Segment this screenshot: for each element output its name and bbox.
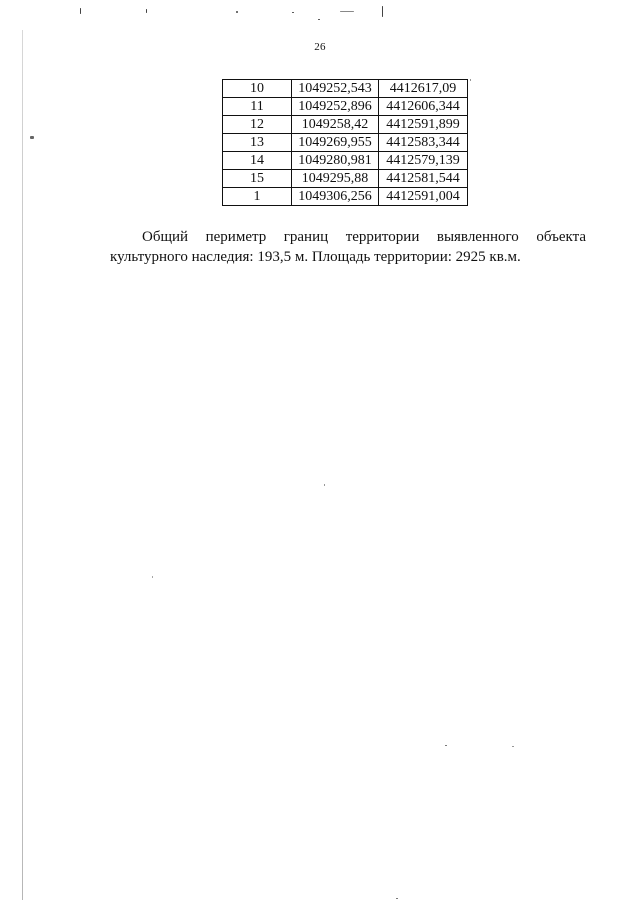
- table-row: [223, 116, 468, 134]
- scan-speck: [324, 484, 325, 486]
- y-coordinate-cell: 4412606,344: [379, 98, 468, 116]
- scan-speck: [470, 79, 471, 81]
- summary-word: границ: [283, 229, 329, 245]
- scan-speck: [152, 576, 153, 578]
- scan-speck: [30, 136, 34, 139]
- scan-speck: [512, 746, 514, 747]
- coordinates-table-body: [223, 80, 468, 206]
- point-number-cell: 13: [223, 134, 292, 152]
- table-row: [223, 188, 468, 206]
- x-coordinate-cell: 1049295,88: [292, 170, 379, 188]
- scan-speck: [146, 9, 147, 13]
- table-row: [223, 152, 468, 170]
- y-coordinate-cell: 4412581,544: [379, 170, 468, 188]
- scan-edge-line: [22, 30, 23, 900]
- x-coordinate-cell: 1049252,896: [292, 98, 379, 116]
- summary-word: периметр: [205, 229, 267, 245]
- x-coordinate-cell: 1049269,955: [292, 134, 379, 152]
- page-number: 26: [314, 41, 326, 53]
- scan-speck: [340, 11, 354, 12]
- coordinates-table: [222, 79, 468, 206]
- scan-speck: [80, 8, 81, 14]
- summary-word: Общий: [142, 229, 189, 245]
- scan-speck: [318, 19, 320, 20]
- table-row: [223, 80, 468, 98]
- scan-speck: [236, 11, 238, 13]
- x-coordinate-cell: 1049306,256: [292, 188, 379, 206]
- y-coordinate-cell: 4412591,899: [379, 116, 468, 134]
- point-number-cell: 10: [223, 80, 292, 98]
- point-number-cell: 12: [223, 116, 292, 134]
- summary-line-1: [110, 227, 586, 247]
- table-row: [223, 134, 468, 152]
- summary-word: объекта: [536, 229, 586, 245]
- summary-word: территории: [345, 229, 420, 245]
- point-number-cell: 1: [223, 188, 292, 206]
- x-coordinate-cell: 1049258,42: [292, 116, 379, 134]
- y-coordinate-cell: 4412617,09: [379, 80, 468, 98]
- scan-speck: [396, 898, 398, 899]
- summary-word: выявленного: [436, 229, 519, 245]
- y-coordinate-cell: 4412583,344: [379, 134, 468, 152]
- x-coordinate-cell: 1049252,543: [292, 80, 379, 98]
- point-number-cell: 14: [223, 152, 292, 170]
- y-coordinate-cell: 4412579,139: [379, 152, 468, 170]
- table-row: [223, 98, 468, 116]
- scan-speck: [445, 745, 447, 746]
- y-coordinate-cell: 4412591,004: [379, 188, 468, 206]
- table-row: [223, 170, 468, 188]
- scan-speck: [292, 12, 294, 13]
- x-coordinate-cell: 1049280,981: [292, 152, 379, 170]
- point-number-cell: 15: [223, 170, 292, 188]
- point-number-cell: 11: [223, 98, 292, 116]
- summary-line-2: культурного наследия: 193,5 м. Площадь территории: 2925 кв.м.: [110, 249, 521, 265]
- summary-paragraph: [110, 227, 586, 267]
- scan-speck: [382, 6, 383, 17]
